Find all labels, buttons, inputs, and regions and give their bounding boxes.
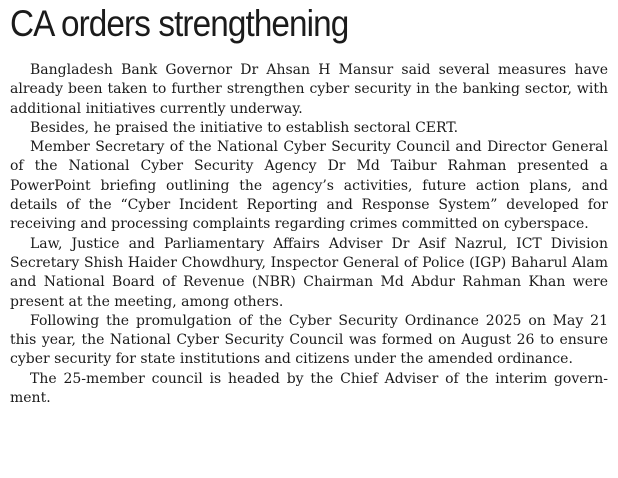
article-paragraph: Law, Justice and Parliamentary Affairs Adviser Dr Asif Nazrul, ICT Division Secretary Shish Haider Chowdhury, Inspector General of Police (IGP) Baharul Alam and National Board of Revenue (NBR) Chairman Md Abdur Rahman Khan were present at the meeting, among others. <box>10 235 608 310</box>
article-body <box>10 61 608 408</box>
article-paragraph: The 25-member council is headed by the Chief Adviser of the interim government. <box>10 370 608 407</box>
article-paragraph: Bangladesh Bank Governor Dr Ahsan H Mansur said several measures have already been taken to further strengthen cyber security in the banking sector, with additional initiatives currently underway. <box>10 62 608 117</box>
news-article <box>10 0 608 407</box>
article-paragraph: Member Secretary of the National Cyber Security Council and Director General of the National Cyber Security Agency Dr Md Taibur Rahman presented a PowerPoint briefing outlining the agency’s activities, future action plans, and details of the “Cyber Incident Reporting and Response System” developed for receiving and processing complaints regarding crimes committed on cyberspace. <box>10 139 608 233</box>
article-paragraph: Following the promulgation of the Cyber Security Ordinance 2025 on May 21 this year, the National Cyber Security Council was formed on August 26 to ensure cyber security for state institutions and citizens under the amended ordinance. <box>10 312 608 368</box>
article-paragraph: Besides, he praised the initiative to establish sectoral CERT. <box>30 119 459 136</box>
article-headline: CA orders strengthening <box>10 3 349 44</box>
